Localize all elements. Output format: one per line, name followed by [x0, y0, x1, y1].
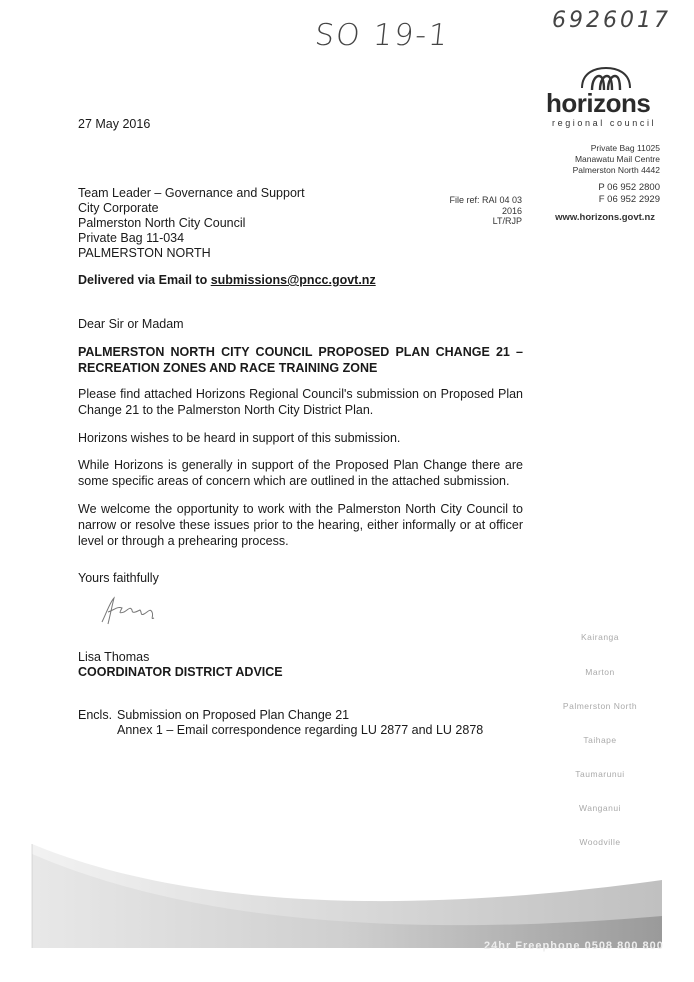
- address-line: City Corporate: [78, 201, 159, 215]
- file-reference: [440, 195, 522, 227]
- contact-line-3: Palmerston North 4442: [572, 165, 660, 175]
- office-location: Kairanga: [580, 632, 620, 642]
- office-location: Wanganui: [579, 803, 621, 813]
- recipient-address: [78, 186, 305, 261]
- logo-wordmark: horizons: [546, 88, 651, 118]
- office-location: Palmerston North: [562, 701, 638, 711]
- enclosures-label: Encls.: [78, 708, 113, 722]
- address-line: Palmerston North City Council: [78, 216, 246, 230]
- contact-line-1: Private Bag 11025: [590, 143, 660, 153]
- office-location: Taumarunui: [575, 769, 625, 779]
- freephone-number: 24hr Freephone 0508 800 800: [484, 940, 664, 952]
- enclosure-item: Annex 1 – Email correspondence regarding LU 2877 and LU 2878: [117, 723, 484, 737]
- contact-fax: F 06 952 2929: [598, 194, 660, 205]
- submission-email-link[interactable]: submissions@pncc.govt.nz: [210, 273, 376, 287]
- body-paragraph: Horizons wishes to be heard in support of this submission.: [78, 431, 401, 445]
- delivery-note: [78, 273, 376, 287]
- file-ref-line: 2016: [501, 205, 522, 216]
- footer-swoosh: [0, 820, 694, 982]
- handwritten-reference: SO 19-1: [313, 18, 452, 53]
- logo-subtitle: regional council: [552, 118, 657, 128]
- address-line: Team Leader – Governance and Support: [78, 186, 305, 200]
- file-ref-line: File ref: RAI 04 03: [449, 195, 522, 205]
- signature-image: [96, 592, 166, 628]
- file-ref-line: LT/RJP: [492, 216, 522, 226]
- signer-title: COORDINATOR DISTRICT ADVICE: [78, 665, 283, 679]
- body-paragraph: We welcome the opportunity to work with the Palmerston North City Council to narrow or resolve these issues prior to the hearing, either informally or at officer level or through a prehearing process.: [78, 502, 523, 548]
- contact-line-2: Manawatu Mail Centre: [574, 154, 660, 164]
- delivery-prefix: Delivered via Email to: [78, 273, 211, 287]
- address-line: PALMERSTON NORTH: [78, 246, 211, 260]
- office-location: Woodville: [579, 837, 621, 847]
- body-paragraph: While Horizons is generally in support of the Proposed Plan Change there are some specific areas of concern which are outlined in the attached submission.: [78, 458, 523, 488]
- contact-phone: P 06 952 2800: [598, 182, 660, 193]
- body-paragraph: Please find attached Horizons Regional Council's submission on Proposed Plan Change 21 to the Palmerston North City District Plan.: [78, 387, 523, 417]
- closing: Yours faithfully: [78, 571, 159, 585]
- subject-heading: PALMERSTON NORTH CITY COUNCIL PROPOSED PLAN CHANGE 21 – RECREATION ZONES AND RACE TRAINING ZONE: [78, 345, 523, 375]
- signer-block: [78, 650, 283, 680]
- salutation: Dear Sir or Madam: [78, 317, 184, 331]
- address-line: Private Bag 11-034: [78, 231, 185, 245]
- office-location: Taihape: [583, 735, 617, 745]
- contact-website: www.horizons.govt.nz: [555, 212, 655, 223]
- signer-name: Lisa Thomas: [78, 650, 150, 664]
- handwritten-number: 6926017: [552, 8, 671, 33]
- letter-date: 27 May 2016: [78, 117, 151, 131]
- enclosure-item: Submission on Proposed Plan Change 21: [117, 708, 350, 722]
- office-location: Marton: [585, 667, 615, 677]
